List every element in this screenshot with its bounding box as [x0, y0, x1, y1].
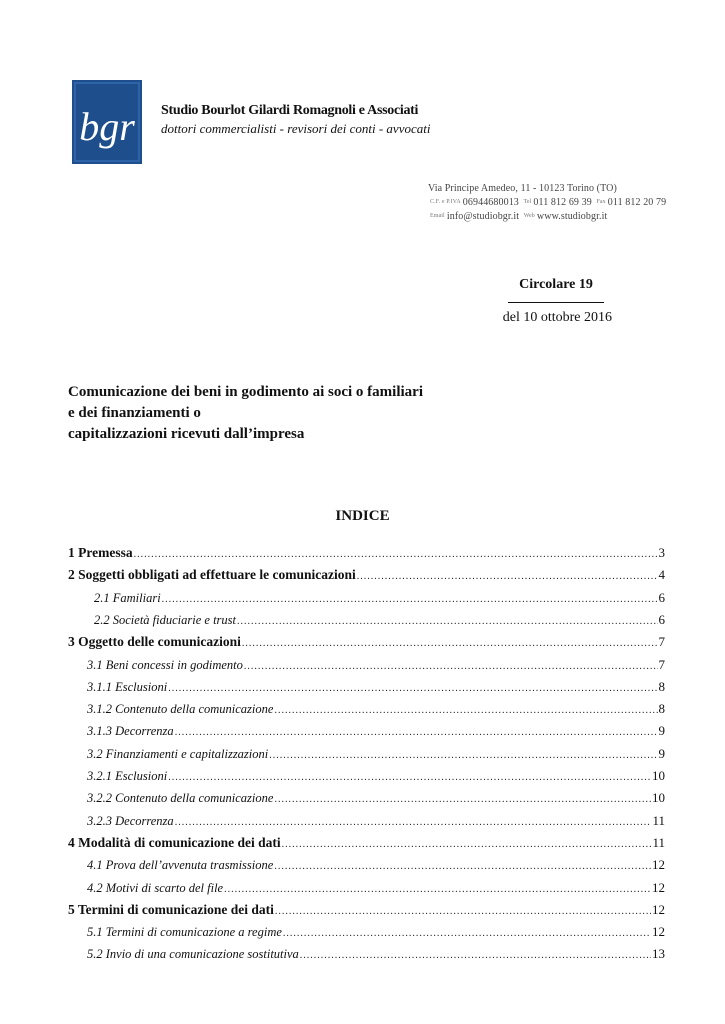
logo-text: bgr [79, 104, 135, 149]
toc-dot-leader [244, 661, 658, 672]
toc-dot-leader [162, 594, 658, 605]
toc-dot-leader [175, 817, 652, 828]
toc-entry[interactable] [87, 746, 665, 766]
email-link[interactable]: info@studiobgr.it [446, 211, 520, 222]
toc-entry[interactable] [87, 679, 665, 699]
toc-entry-title: 5 Termini di comunicazione dei dati [68, 901, 274, 917]
toc-dot-leader [242, 638, 658, 649]
toc-entry-page: 12 [652, 924, 665, 940]
toc-entry-title: 1 Premessa [68, 545, 133, 560]
toc-entry[interactable] [68, 902, 665, 922]
toc-entry-page: 11 [652, 812, 665, 828]
toc-entry-title: 3.2 Finanziamenti e capitalizzazioni [87, 746, 269, 761]
tel-label: Tel [523, 199, 532, 205]
toc-entry-page: 7 [658, 634, 665, 650]
email-label: Email [430, 213, 445, 219]
firm-subtitle: dottori commercialisti - revisori dei conti - avvocati [161, 121, 431, 136]
toc-entry-page: 9 [658, 723, 665, 739]
toc-entry[interactable] [68, 545, 665, 565]
toc-entry-page: 4 [658, 567, 665, 583]
toc-dot-leader [134, 549, 658, 560]
toc-entry-page: 11 [652, 834, 665, 850]
toc-entry-page: 10 [652, 768, 665, 783]
toc-entry-title: 3.2.2 Contenuto della comunicazione [87, 791, 274, 806]
title-line-2: e dei finanziamenti o [68, 405, 201, 421]
toc-dot-leader [237, 616, 658, 627]
contact-line-phone [428, 197, 666, 208]
toc-dot-leader [275, 906, 651, 917]
title-line-3: capitalizzazioni ricevuti dall’impresa [68, 426, 305, 442]
toc-dot-leader [269, 750, 657, 761]
toc-entry[interactable] [68, 634, 665, 654]
toc-entry-title: 4.1 Prova dell’avvenuta trasmissione [87, 858, 274, 873]
index-heading: INDICE [335, 508, 390, 524]
toc-entry-title: 3.2.1 Esclusioni [87, 769, 168, 783]
circular-divider [508, 302, 604, 303]
toc-entry-title: 2.2 Società fiduciarie e trust [94, 612, 236, 627]
toc-entry-title: 5.2 Invio di una comunicazione sostitutiva [87, 947, 299, 962]
toc-entry-page: 9 [658, 745, 665, 761]
toc-entry[interactable] [87, 768, 665, 788]
toc-entry-title: 2.1 Familiari [94, 590, 161, 605]
toc-entry-page: 12 [652, 901, 665, 917]
toc-entry[interactable] [87, 813, 665, 833]
toc-entry-page: 12 [652, 857, 665, 873]
toc-entry-title: 4 Modalità di comunicazione dei dati [68, 834, 281, 850]
toc-entry-page: 8 [658, 701, 665, 717]
web-label: Web [523, 213, 535, 219]
toc-entry-title: 3.1 Beni concessi in godimento [87, 657, 243, 672]
fax-value: 011 812 20 79 [607, 197, 667, 208]
toc-entry[interactable] [68, 835, 665, 855]
toc-entry-title: 2 Soggetti obbligati ad effettuare le comunicazioni [68, 567, 356, 583]
cf-label: C.F. e P.IVA [430, 199, 461, 205]
toc-dot-leader [274, 705, 657, 716]
contact-line-web [428, 211, 607, 222]
toc-entry-page: 8 [658, 678, 665, 694]
tel-value: 011 812 69 39 [533, 197, 592, 208]
toc-entry-page: 6 [658, 589, 665, 605]
toc-entry-page: 6 [658, 611, 665, 627]
toc-entry-page: 13 [652, 946, 665, 962]
cf-value: 06944680013 [462, 197, 519, 208]
toc-entry-page: 7 [658, 656, 665, 672]
toc-entry-page: 3 [658, 545, 665, 560]
toc-dot-leader [282, 839, 652, 850]
title-line-1: Comunicazione dei beni in godimento ai soci o familiari [68, 384, 423, 400]
address-line: Via Principe Amedeo, 11 - 10123 Torino (TO) [428, 183, 617, 194]
toc-dot-leader [175, 727, 658, 738]
firm-logo [72, 80, 142, 164]
toc-entry[interactable] [68, 567, 665, 587]
toc-dot-leader [168, 772, 651, 783]
toc-dot-leader [168, 683, 657, 694]
toc-entry[interactable] [87, 701, 665, 721]
toc-entry-title: 3.1.1 Esclusioni [87, 679, 168, 694]
toc-dot-leader [300, 950, 651, 961]
toc-dot-leader [274, 861, 651, 872]
web-link[interactable]: www.studiobgr.it [536, 211, 608, 222]
toc-entry[interactable] [87, 723, 665, 743]
toc-entry[interactable] [87, 880, 665, 900]
toc-dot-leader [224, 884, 651, 895]
fax-label: Fax [596, 199, 606, 205]
firm-name: Studio Bourlot Gilardi Romagnoli e Associati [161, 103, 419, 118]
toc-dot-leader [274, 794, 651, 805]
toc-dot-leader [283, 928, 651, 939]
toc-entry[interactable] [94, 612, 665, 632]
toc-entry[interactable] [87, 657, 665, 677]
circular-number: Circolare 19 [519, 277, 593, 292]
toc-entry[interactable] [94, 590, 665, 610]
toc-entry-title: 3 Oggetto delle comunicazioni [68, 634, 241, 650]
toc-entry-title: 4.2 Motivi di scarto del file [87, 880, 224, 895]
toc-entry-title: 3.1.2 Contenuto della comunicazione [87, 702, 274, 717]
toc-entry[interactable] [87, 924, 665, 944]
circular-date: del 10 ottobre 2016 [502, 310, 612, 325]
toc-entry-title: 3.1.3 Decorrenza [87, 724, 174, 739]
toc-entry-title: 3.2.3 Decorrenza [87, 813, 174, 828]
toc-entry[interactable] [87, 790, 665, 810]
toc-dot-leader [357, 571, 658, 582]
toc-entry[interactable] [87, 857, 665, 877]
toc-entry-title: 5.1 Termini di comunicazione a regime [87, 925, 282, 940]
toc-entry-page: 12 [652, 879, 665, 895]
toc-entry[interactable] [87, 946, 665, 966]
document-title [68, 382, 423, 445]
toc-entry-page: 10 [652, 790, 665, 806]
